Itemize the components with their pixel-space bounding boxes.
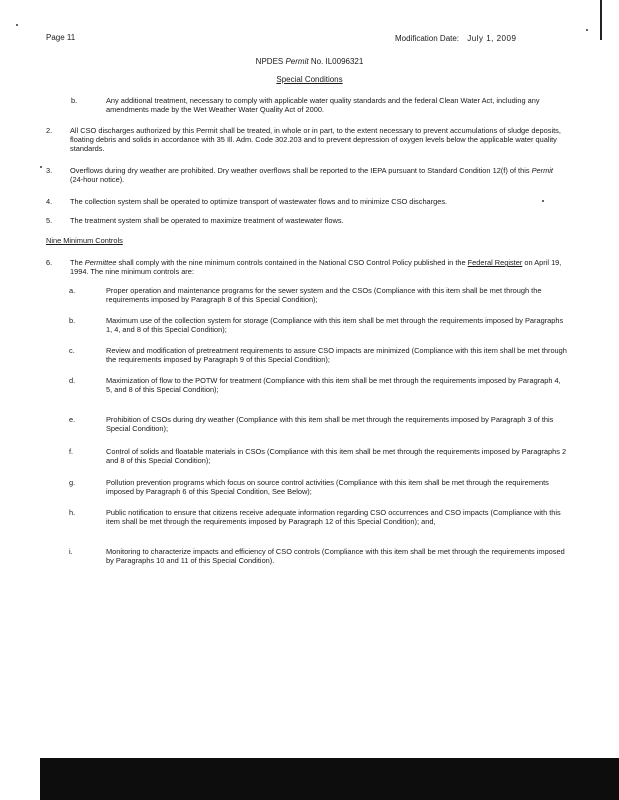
sub-item-d-label: d. bbox=[69, 376, 76, 385]
permit-word: Permit bbox=[285, 57, 309, 66]
sub-item-h-text: Public notification to ensure that citizens receive adequate information regarding CSO occurrences and CSO impacts (Compliance with this item shall be met through the requirements imposed by Paragraph 12 of this Special Condition); and, bbox=[106, 508, 561, 526]
item-6-text-a: The bbox=[70, 258, 85, 267]
sub-item-a-text: Proper operation and maintenance programs for the sewer system and the CSOs (Compliance with this item shall be met through the requirements imposed by Paragraph 8 of this Special Condition); bbox=[106, 286, 542, 304]
item-6-permittee-italic: Permittee bbox=[84, 258, 117, 267]
sub-item-b-text: Maximum use of the collection system for storage (Compliance with this item shall be met through the requirements imposed by Paragraphs 1, 4, and 8 of this Special Condition); bbox=[106, 316, 564, 334]
scan-edge-right bbox=[600, 0, 602, 40]
sub-item-h-label: h. bbox=[69, 508, 76, 517]
sub-item-g-text: Pollution prevention programs which focus on source control activities (Compliance with this item shall be met through the requirements imposed by Paragraph 6 of this Special Condition, See Below); bbox=[106, 478, 549, 496]
item-5-label: 5. bbox=[46, 216, 53, 225]
sub-item-d-text: Maximization of flow to the POTW for treatment (Compliance with this item shall be met through the requirements imposed by Paragraph 4, 5, and 8 of this Special Condition); bbox=[106, 376, 561, 394]
item-4-text: The collection system shall be operated to optimize transport of wastewater flows and to minimize CSO discharges. bbox=[70, 197, 448, 206]
item-2-text: All CSO discharges authorized by this Permit shall be treated, in whole or in part, to the extent necessary to prevent accumulations of sludge deposits, floating debris and solids in accordance with 35 Ill. Adm. Code 302.203 and to prevent depression of oxygen levels below the applicable water quality standards. bbox=[70, 126, 561, 153]
scan-bottom-bar bbox=[40, 758, 619, 800]
scan-speck bbox=[542, 200, 544, 202]
sub-item-e-text: Prohibition of CSOs during dry weather (Compliance with this item shall be met through the requirements imposed by Paragraph 3 of this Special Condition); bbox=[106, 415, 554, 433]
modification-date bbox=[395, 34, 516, 43]
item-b-top-text: Any additional treatment, necessary to comply with applicable water quality standards and the federal Clean Water Act, including any amendments made by the Wet Weather Water Quality Act of 2000. bbox=[106, 96, 540, 114]
sub-item-g-label: g. bbox=[69, 478, 76, 487]
item-4-label: 4. bbox=[46, 197, 53, 206]
sub-item-i-text: Monitoring to characterize impacts and efficiency of CSO controls (Compliance with this item shall be met through the requirements imposed by Paragraphs 10 and 11 of this Special Condition). bbox=[106, 547, 565, 565]
nine-minimum-controls-heading: Nine Minimum Controls bbox=[46, 236, 123, 245]
sub-item-c-text: Review and modification of pretreatment requirements to assure CSO impacts are minimized (Compliance with this item shall be met through the requirements imposed by Paragraph 9 of this Special Condition); bbox=[106, 346, 567, 364]
sub-item-e-label: e. bbox=[69, 415, 76, 424]
scan-speck bbox=[40, 166, 42, 168]
item-3-text bbox=[70, 166, 568, 184]
permit-prefix: NPDES bbox=[255, 57, 284, 66]
sub-item-f-text: Control of solids and floatable materials in CSOs (Compliance with this item shall be met through the requirements imposed by Paragraphs 2 and 8 of this Special Condition); bbox=[106, 447, 567, 465]
item-6-text bbox=[70, 258, 568, 276]
item-3-text-a: Overflows during dry weather are prohibited. Dry weather overflows shall be reported to the IEPA pursuant to Standard Condition 12(f) of this bbox=[70, 166, 532, 175]
sub-item-f-label: f. bbox=[69, 447, 74, 456]
special-conditions-heading: Special Conditions bbox=[276, 75, 343, 84]
item-6-federal-register: Federal Register bbox=[467, 258, 523, 267]
modification-label: Modification Date: bbox=[395, 34, 460, 43]
sub-item-a-label: a. bbox=[69, 286, 76, 295]
item-3-text-b: (24-hour notice). bbox=[70, 175, 125, 184]
scan-speck bbox=[586, 29, 588, 31]
item-6-text-c: on April 19, 1994. The nine minimum controls are: bbox=[70, 258, 562, 276]
scan-speck bbox=[16, 24, 18, 26]
item-3-label: 3. bbox=[46, 166, 53, 175]
item-3-permit-italic: Permit bbox=[531, 166, 553, 175]
item-6-label: 6. bbox=[46, 258, 53, 267]
sub-item-i-label: i. bbox=[69, 547, 73, 556]
item-b-top-label: b. bbox=[71, 96, 78, 105]
item-2-label: 2. bbox=[46, 126, 53, 135]
item-5-text: The treatment system shall be operated to maximize treatment of wastewater flows. bbox=[70, 216, 344, 225]
modification-value: July 1, 2009 bbox=[467, 34, 517, 43]
permit-number: No. IL0096321 bbox=[310, 57, 364, 66]
item-6-text-b: shall comply with the nine minimum controls contained in the National CSO Control Policy published in the bbox=[116, 258, 468, 267]
sub-item-b-label: b. bbox=[69, 316, 76, 325]
permit-title bbox=[0, 57, 619, 66]
sub-item-c-label: c. bbox=[69, 346, 75, 355]
page-number: Page 11 bbox=[46, 33, 76, 42]
